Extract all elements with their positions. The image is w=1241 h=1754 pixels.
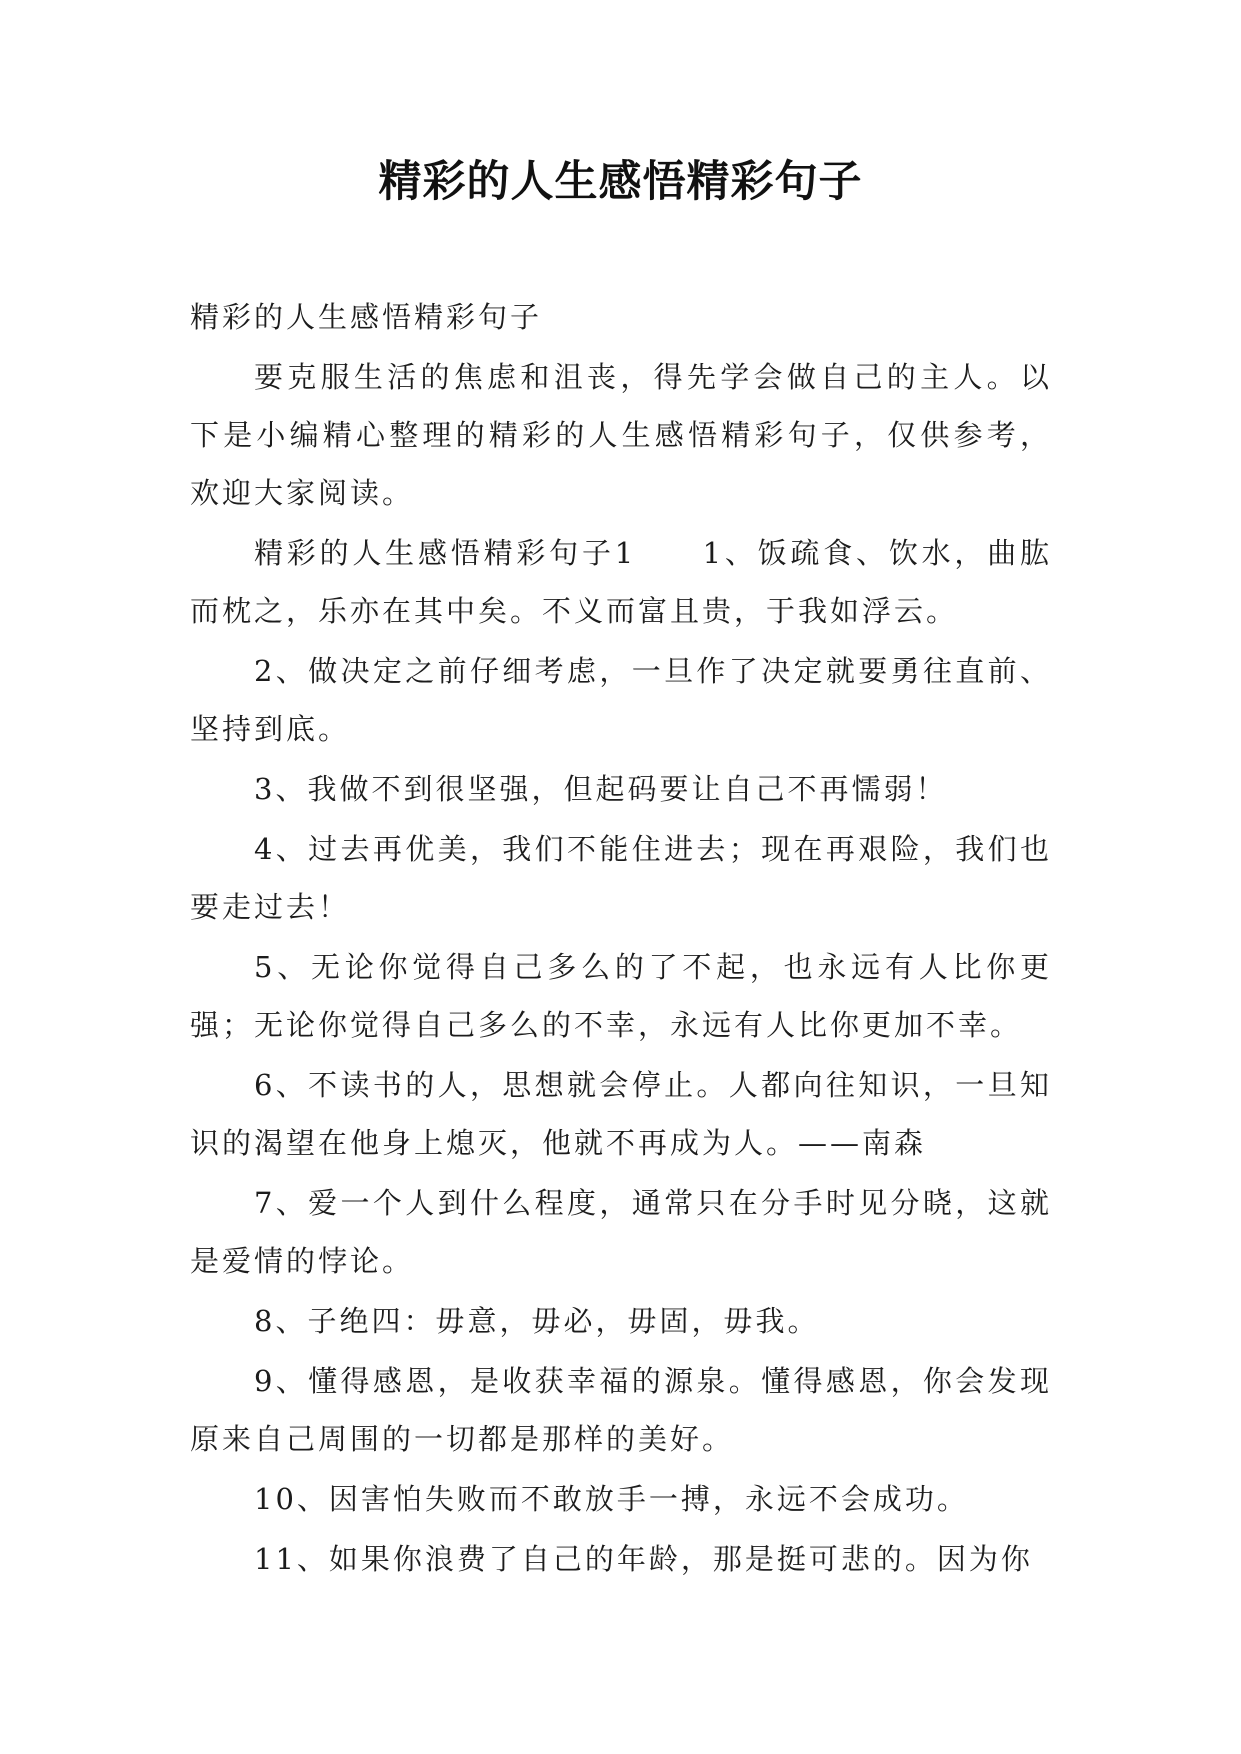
paragraph-item-6: 6、不读书的人，思想就会停止。人都向往知识，一旦知识的渴望在他身上熄灭，他就不再成为人。——南森 <box>190 1068 1052 1160</box>
paragraph-item-3: 3、我做不到很坚强，但起码要让自己不再懦弱！ <box>254 772 948 806</box>
paragraph-item-2: 2、做决定之前仔细考虑，一旦作了决定就要勇往直前、坚持到底。 <box>190 654 1052 746</box>
paragraph-item-4: 4、过去再优美，我们不能住进去；现在再艰险，我们也要走过去！ <box>190 832 1052 924</box>
paragraph-item-9: 9、懂得感恩，是收获幸福的源泉。懂得感恩，你会发现原来自己周围的一切都是那样的美好。 <box>190 1364 1052 1456</box>
document-title: 精彩的人生感悟精彩句子 <box>378 157 863 207</box>
document-body <box>190 288 1052 1590</box>
paragraph-item-1: 精彩的人生感悟精彩句子1 1、饭疏食、饮水，曲肱而枕之，乐亦在其中矣。不义而富且贵，于我如浮云。 <box>190 536 1052 628</box>
paragraph-item-10: 10、因害怕失败而不敢放手一搏，永远不会成功。 <box>254 1482 969 1516</box>
paragraph-heading: 精彩的人生感悟精彩句子 <box>190 300 543 334</box>
paragraph-item-8: 8、子绝四：毋意，毋必，毋固，毋我。 <box>254 1304 820 1338</box>
paragraph-item-11: 11、如果你浪费了自己的年龄，那是挺可悲的。因为你 <box>254 1542 1033 1576</box>
paragraph-item-5: 5、无论你觉得自己多么的了不起，也永远有人比你更强；无论你觉得自己多么的不幸，永远有人比你更加不幸。 <box>190 950 1052 1042</box>
paragraph-intro: 要克服生活的焦虑和沮丧，得先学会做自己的主人。以下是小编精心整理的精彩的人生感悟精彩句子，仅供参考，欢迎大家阅读。 <box>190 360 1052 510</box>
paragraph-item-7: 7、爱一个人到什么程度，通常只在分手时见分晓，这就是爱情的悖论。 <box>190 1186 1052 1278</box>
